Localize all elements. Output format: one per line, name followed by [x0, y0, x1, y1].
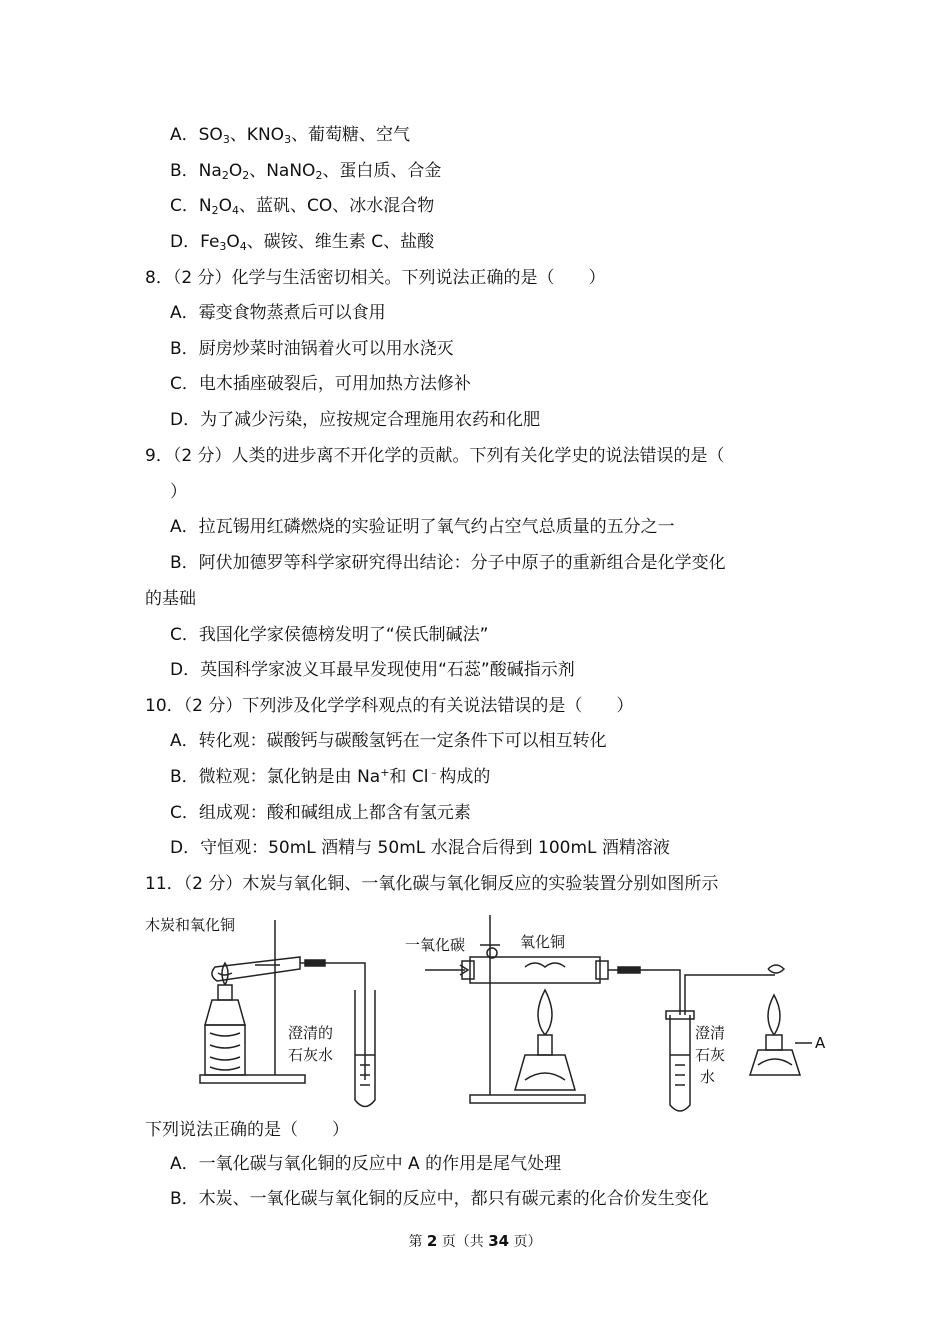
q9-option-d: D．英国科学家波义耳最早发现使用“石蕊”酸碱指示剂 [170, 660, 575, 680]
q9-option-a: A．拉瓦锡用红磷燃烧的实验证明了氧气约占空气总质量的五分之一 [170, 517, 675, 537]
footer-text: 页） [509, 1234, 542, 1250]
formula-text: 、葡萄糖、空气 [291, 125, 411, 145]
figure-label-cuo: 氧化铜 [520, 933, 566, 951]
formula-text: 、碳铵、维生素 C、盐酸 [246, 232, 435, 252]
figure-label-co: 一氧化碳 [405, 936, 466, 954]
q8-option-a: A．霉变食物蒸煮后可以食用 [170, 303, 386, 323]
charcoal-cuo-apparatus [200, 920, 375, 1107]
formula-text: Fe [200, 232, 220, 252]
q9-stem-line2: ） [170, 482, 187, 502]
figure-label-left-limewater-1: 澄清的 [288, 1024, 334, 1042]
figure-label-left-limewater-2: 石灰水 [288, 1046, 334, 1064]
formula-text: O [228, 161, 243, 181]
figure-label-right-limewater-2: 石灰 [695, 1046, 726, 1064]
subscript: 4 [239, 240, 247, 253]
superscript: ﹣ [428, 766, 440, 779]
option-letter: D． [170, 232, 201, 252]
q7-option-c [170, 195, 434, 217]
q11-option-b: B．木炭、一氧化碳与氧化铜的反应中，都只有碳元素的化合价发生变化 [170, 1189, 709, 1209]
q10-stem: 10．（2 分）下列涉及化学学科观点的有关说法错误的是（ ） [145, 696, 634, 716]
formula-text: 、蛋白质、合金 [322, 161, 442, 181]
co-cuo-apparatus [425, 915, 812, 1111]
q8-stem: 8．（2 分）化学与生活密切相关。下列说法正确的是（ ） [145, 268, 606, 288]
q11-ask: 下列说法正确的是（ ） [145, 1120, 349, 1140]
q9-option-c: C．我国化学家侯德榜发明了“侯氏制碱法” [170, 625, 489, 645]
formula-text: 、KNO [229, 125, 285, 145]
formula-text: O [226, 232, 240, 252]
subscript: 4 [231, 204, 239, 217]
subscript: 3 [284, 133, 292, 146]
page-footer [0, 1231, 950, 1251]
option-text: 构成的 [439, 767, 491, 787]
subscript: 2 [242, 169, 250, 182]
formula-text: SO [198, 125, 223, 145]
figure-label-a: A [815, 1034, 826, 1052]
subscript: 2 [315, 169, 323, 182]
option-letter: C． [170, 196, 199, 216]
q11-stem: 11．（2 分）木炭与氧化铜、一氧化碳与氧化铜反应的实验装置分别如图所示 [145, 874, 719, 894]
footer-text: 第 [408, 1234, 427, 1250]
subscript: 2 [211, 204, 219, 217]
subscript: 2 [221, 169, 229, 182]
q7-option-a [170, 124, 410, 146]
subscript: 3 [222, 133, 230, 146]
superscript: + [380, 766, 390, 779]
q10-option-d: D．守恒观：50mL 酒精与 50mL 水混合后得到 100mL 酒精溶液 [170, 838, 670, 858]
q9-stem-line1: 9．（2 分）人类的进步离不开化学的贡献。下列有关化学史的说法错误的是（ [145, 446, 725, 466]
formula-text: O [218, 196, 232, 216]
q8-option-c: C．电木插座破裂后，可用加热方法修补 [170, 374, 471, 394]
formula-text: 、NaNO [249, 161, 316, 181]
figure-label-right-limewater-1: 澄清 [695, 1024, 726, 1042]
option-text: 和 Cl [389, 767, 429, 787]
q8-option-b: B．厨房炒菜时油锅着火可以用水浇灭 [170, 339, 454, 359]
figure-label-right-limewater-3: 水 [700, 1068, 716, 1086]
q10-option-b [170, 766, 490, 788]
option-letter: B． [170, 161, 199, 181]
subscript: 3 [219, 240, 227, 253]
q7-option-d [170, 231, 434, 253]
experiment-apparatus-figure [140, 905, 840, 1115]
q9-option-b-line2: 的基础 [145, 589, 196, 609]
page-number: 2 [426, 1232, 438, 1250]
formula-text: Na [198, 161, 222, 181]
formula-text: N [198, 196, 212, 216]
q10-option-a: A．转化观：碳酸钙与碳酸氢钙在一定条件下可以相互转化 [170, 731, 607, 751]
q11-option-a: A．一氧化碳与氧化铜的反应中 A 的作用是尾气处理 [170, 1154, 562, 1174]
q7-option-b [170, 160, 441, 182]
footer-text: 页（共 [437, 1234, 489, 1250]
formula-text: 、蓝矾、CO、冰水混合物 [238, 196, 435, 216]
q9-option-b-line1: B．阿伏加德罗等科学家研究得出结论：分子中原子的重新组合是化学变化 [170, 553, 726, 573]
q10-option-c: C．组成观：酸和碱组成上都含有氢元素 [170, 803, 471, 823]
figure-label-left-title: 木炭和氧化铜 [145, 916, 236, 934]
option-text: B．微粒观：氯化钠是由 Na [170, 767, 381, 787]
option-letter: A． [170, 125, 199, 145]
total-pages: 34 [488, 1232, 510, 1250]
q8-option-d: D．为了减少污染，应按规定合理施用农药和化肥 [170, 410, 541, 430]
